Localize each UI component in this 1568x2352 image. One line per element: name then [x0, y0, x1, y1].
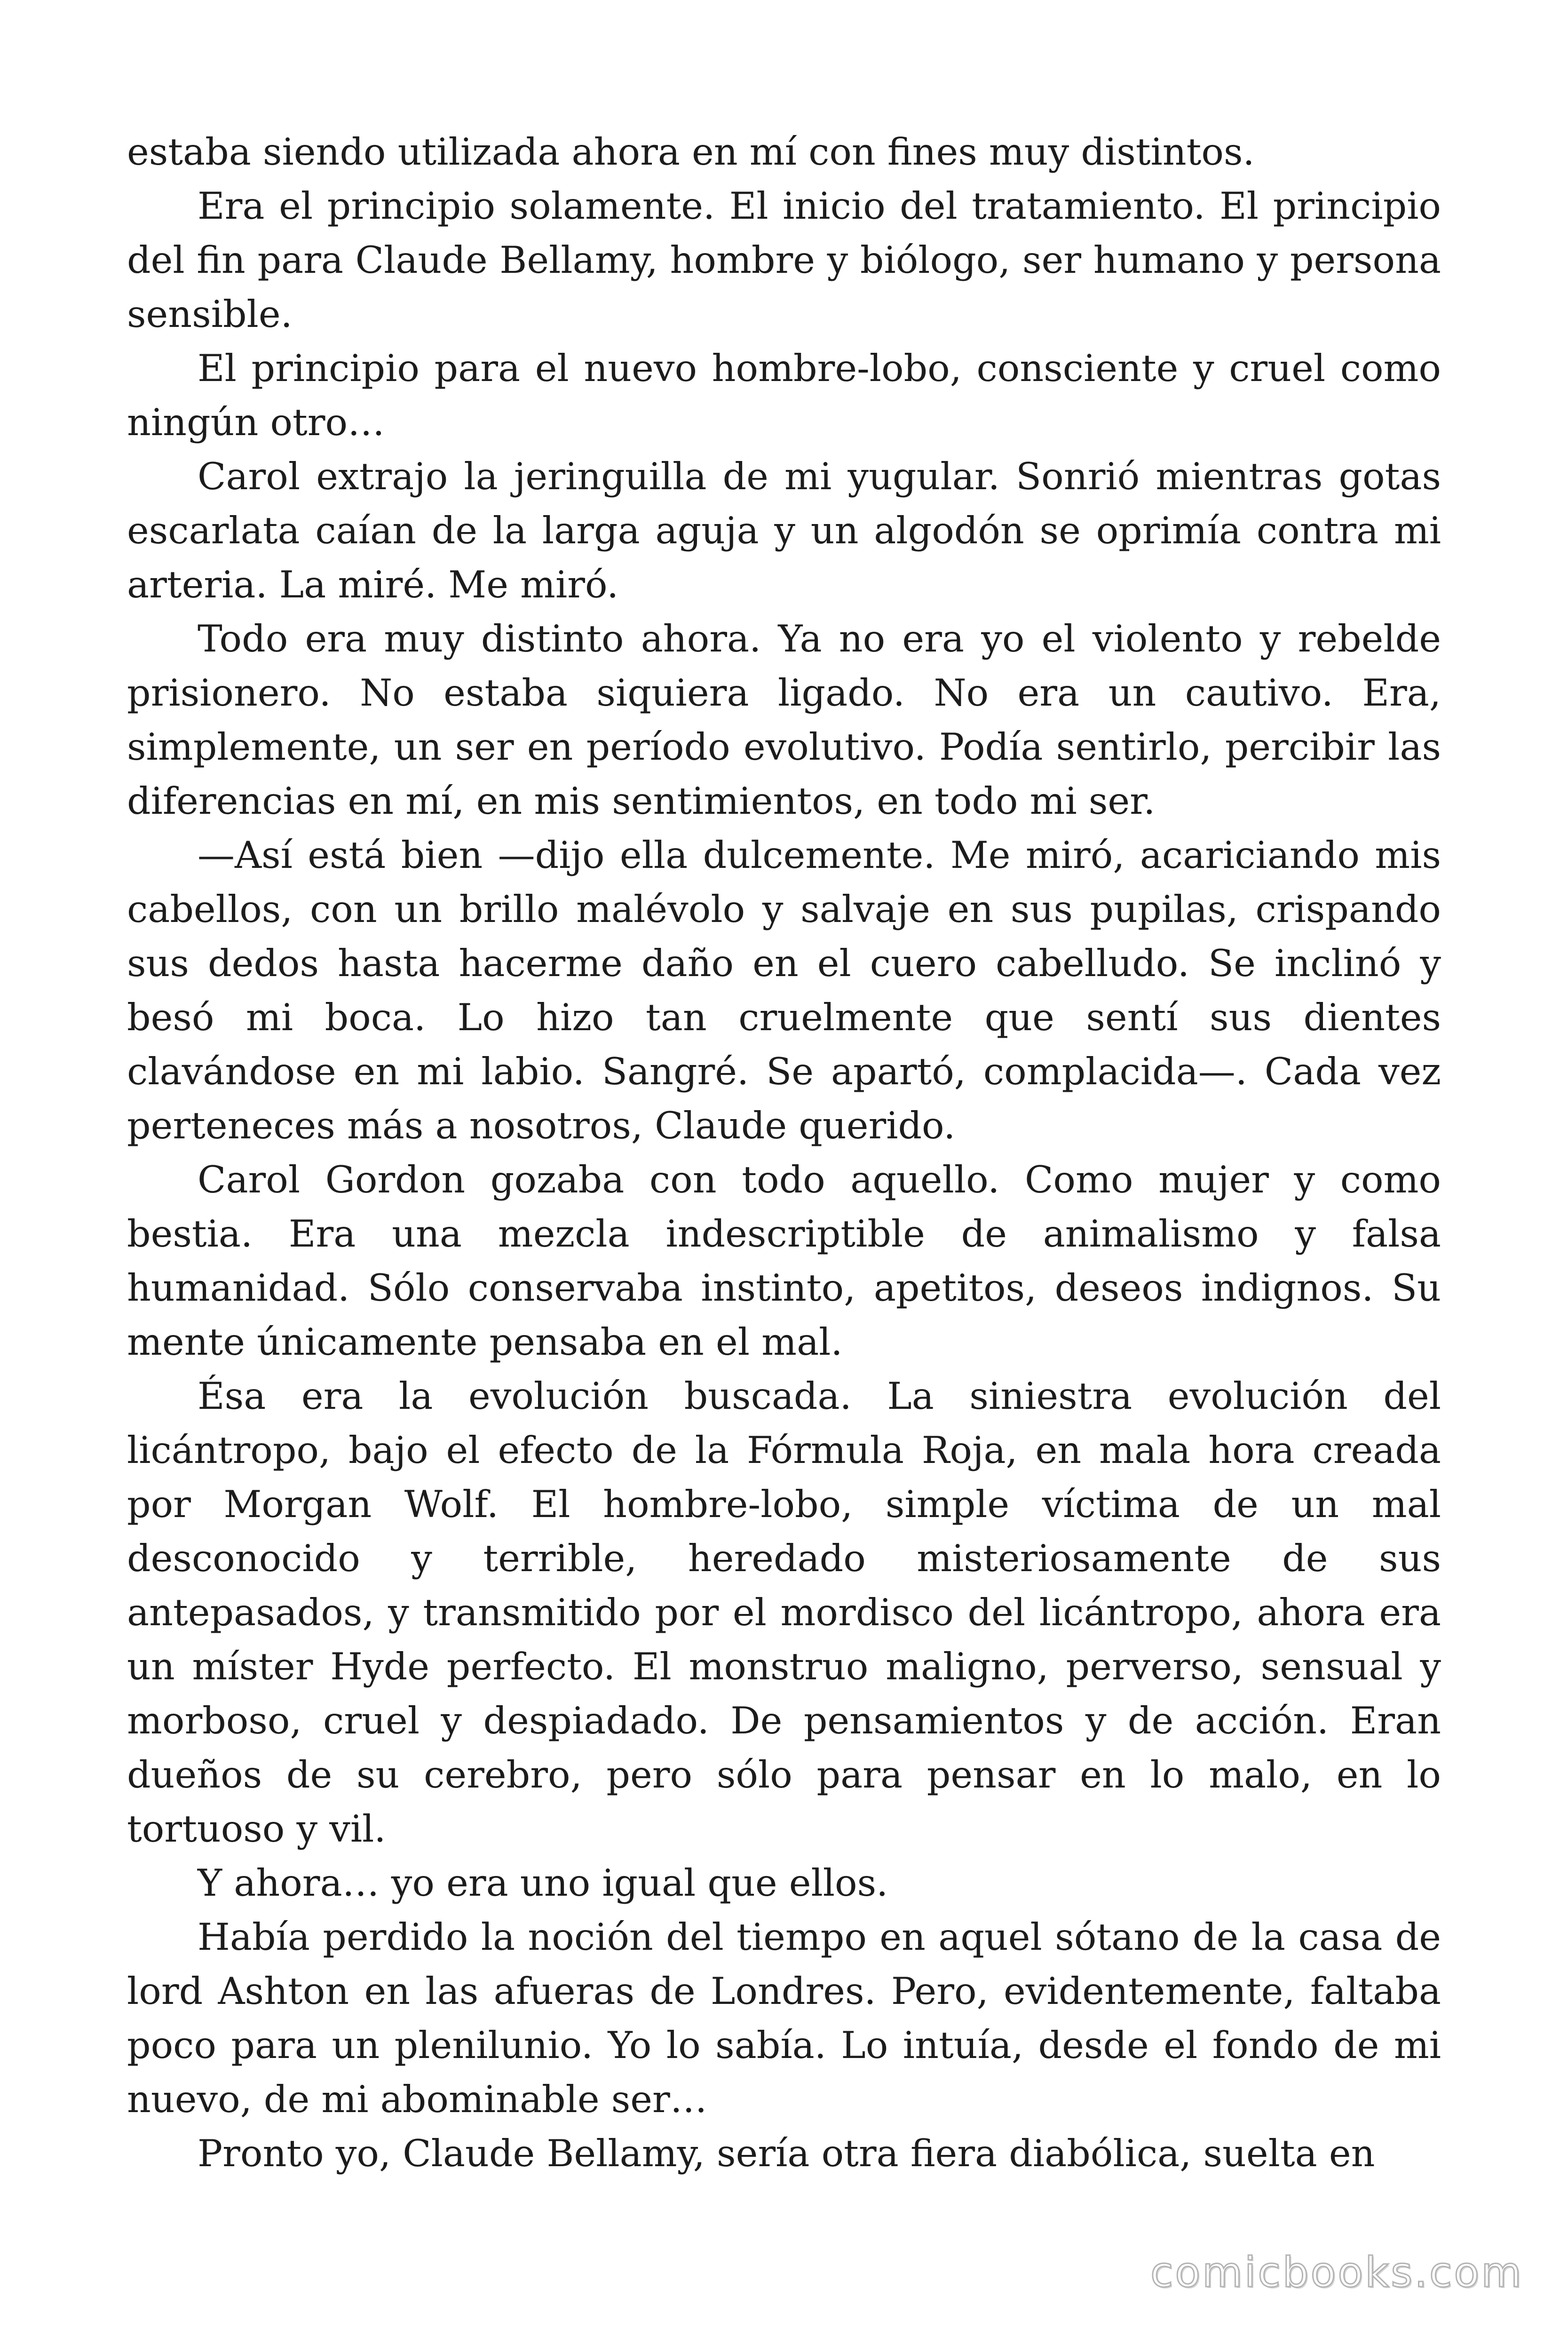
paragraph-8: Ésa era la evolución buscada. La siniestra evolución del licántropo, bajo el efecto de la Fórmula Roja, en mala hora creada por Morgan Wolf. El hombre-lobo, simple víctima de un mal desconocido y terrible, heredado misteriosamente de sus antepasados, y transmitido por el mordisco del licántropo, ahora era un míster Hyde perfecto. El monstruo maligno, perverso, sensual y morboso, cruel y despiadado. De pensamientos y de acción. Eran dueños de su cerebro, pero sólo para pensar en lo malo, en lo tortuoso y vil. [127, 1375, 1441, 1851]
paragraph-4: Carol extrajo la jeringuilla de mi yugular. Sonrió mientras gotas escarlata caían de la larga aguja y un algodón se oprimía contra mi arteria. La miré. Me miró. [127, 455, 1441, 606]
paragraph-2: Era el principio solamente. El inicio del tratamiento. El principio del fin para Claude Bellamy, hombre y biólogo, ser humano y persona sensible. [127, 184, 1441, 336]
watermark-text: comicbooks.com [1150, 2248, 1523, 2296]
paragraph-6: —Así está bien —dijo ella dulcemente. Me miró, acariciando mis cabellos, con un brillo malévolo y salvaje en sus pupilas, crispando sus dedos hasta hacerme daño en el cuero cabelludo. Se inclinó y besó mi boca. Lo hizo tan cruelmente que sentí sus dientes clavándose en mi labio. Sangré. Se apartó, complacida—. Cada vez perteneces más a nosotros, Claude querido. [127, 834, 1441, 1147]
book-page-text [127, 125, 1441, 2181]
paragraph-3: El principio para el nuevo hombre-lobo, consciente y cruel como ningún otro… [127, 347, 1441, 444]
paragraph-11: Pronto yo, Claude Bellamy, sería otra fiera diabólica, suelta en [198, 2132, 1375, 2175]
paragraph-7: Carol Gordon gozaba con todo aquello. Como mujer y como bestia. Era una mezcla indescriptible de animalismo y falsa humanidad. Sólo conservaba instinto, apetitos, deseos indignos. Su mente únicamente pensaba en el mal. [127, 1158, 1441, 1364]
paragraph-10: Había perdido la noción del tiempo en aquel sótano de la casa de lord Ashton en las afueras de Londres. Pero, evidentemente, faltaba poco para un plenilunio. Yo lo sabía. Lo intuía, desde el fondo de mi nuevo, de mi abominable ser… [127, 1915, 1441, 2121]
paragraph-9: Y ahora… yo era uno igual que ellos. [198, 1861, 888, 1905]
paragraph-1: estaba siendo utilizada ahora en mí con fines muy distintos. [127, 130, 1255, 174]
paragraph-5: Todo era muy distinto ahora. Ya no era yo el violento y rebelde prisionero. No estaba siquiera ligado. No era un cautivo. Era, simplemente, un ser en período evolutivo. Podía sentirlo, percibir las diferencias en mí, en mis sentimientos, en todo mi ser. [127, 617, 1441, 823]
